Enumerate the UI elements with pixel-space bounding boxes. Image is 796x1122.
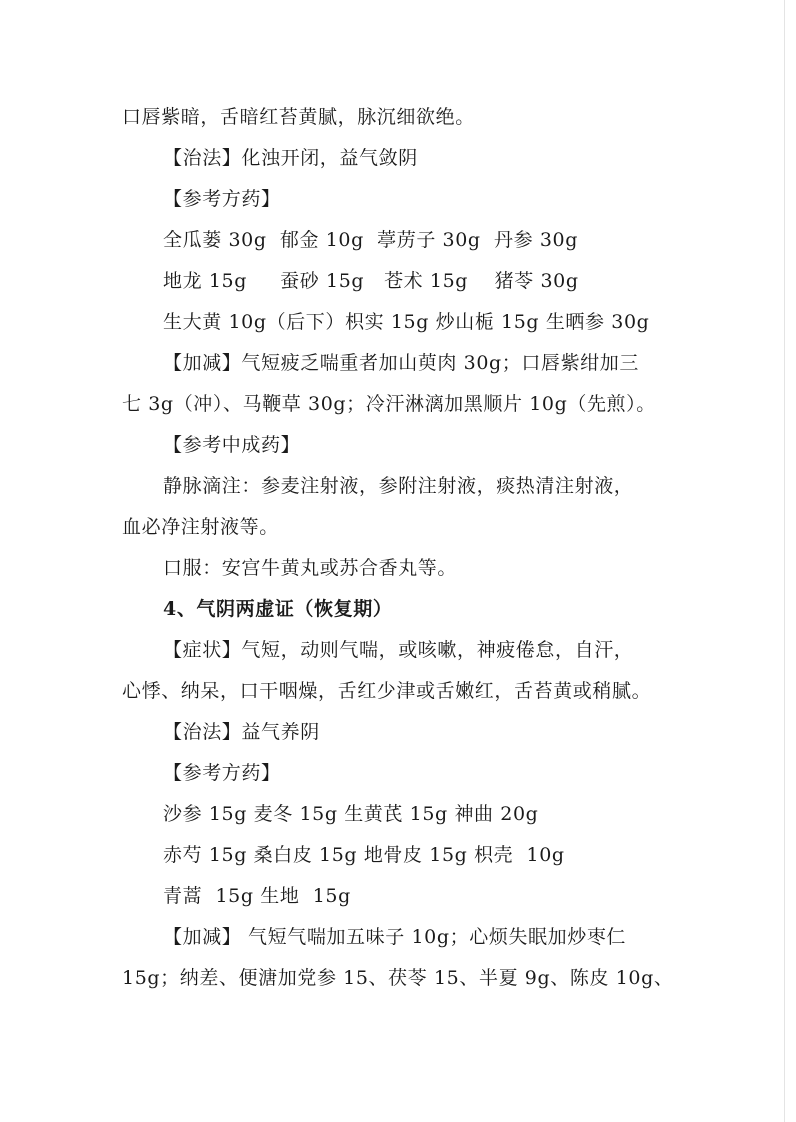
section-heading-qi-yin-deficiency: 4、气阴两虚证（恢复期） bbox=[163, 598, 393, 620]
prescription-line-5: 赤芍 15g 桑白皮 15g 地骨皮 15g 枳壳 10g bbox=[163, 844, 565, 866]
modification-line-2: 七 3g（冲）、马鞭草 30g；冷汗淋漓加黑顺片 10g（先煎）。 bbox=[122, 393, 656, 415]
reference-prescription-heading: 【参考方药】 bbox=[163, 188, 281, 210]
patent-medicine-heading: 【参考中成药】 bbox=[163, 434, 301, 456]
modification-line-4: 15g；纳差、便溏加党参 15、茯苓 15、半夏 9g、陈皮 10g、 bbox=[122, 967, 674, 989]
prescription-line-1: 全瓜蒌 30g 郁金 10g 葶苈子 30g 丹参 30g bbox=[163, 229, 578, 251]
prescription-line-4: 沙参 15g 麦冬 15g 生黄芪 15g 神曲 20g bbox=[163, 803, 539, 825]
symptoms-line-1: 【症状】气短，动则气喘，或咳嗽，神疲倦怠，自汗， bbox=[163, 639, 634, 661]
treatment-method-line-2: 【治法】益气养阴 bbox=[163, 721, 320, 743]
prescription-line-2: 地龙 15g 蚕砂 15g 苍术 15g 猪苓 30g bbox=[163, 270, 579, 292]
text-line-symptoms-end: 口唇紫暗，舌暗红苔黄腻，脉沉细欲绝。 bbox=[122, 106, 475, 128]
reference-prescription-heading-2: 【参考方药】 bbox=[163, 762, 281, 784]
prescription-line-3: 生大黄 10g（后下）枳实 15g 炒山栀 15g 生晒参 30g bbox=[163, 311, 650, 333]
document-page bbox=[0, 97, 796, 999]
oral-medicine-line: 口服：安宫牛黄丸或苏合香丸等。 bbox=[163, 557, 458, 579]
prescription-line-6: 青蒿 15g 生地 15g bbox=[163, 885, 351, 907]
iv-drip-line-1: 静脉滴注：参麦注射液，参附注射液，痰热清注射液， bbox=[163, 475, 634, 497]
modification-line-1: 【加减】气短疲乏喘重者加山萸肉 30g；口唇紫绀加三 bbox=[163, 352, 639, 374]
treatment-method-line: 【治法】化浊开闭，益气敛阴 bbox=[163, 147, 418, 169]
iv-drip-line-2: 血必净注射液等。 bbox=[122, 516, 279, 538]
modification-line-3: 【加减】 气短气喘加五味子 10g；心烦失眠加炒枣仁 bbox=[163, 926, 627, 948]
symptoms-line-2: 心悸、纳呆，口干咽燥，舌红少津或舌嫩红，舌苔黄或稍腻。 bbox=[122, 680, 652, 702]
